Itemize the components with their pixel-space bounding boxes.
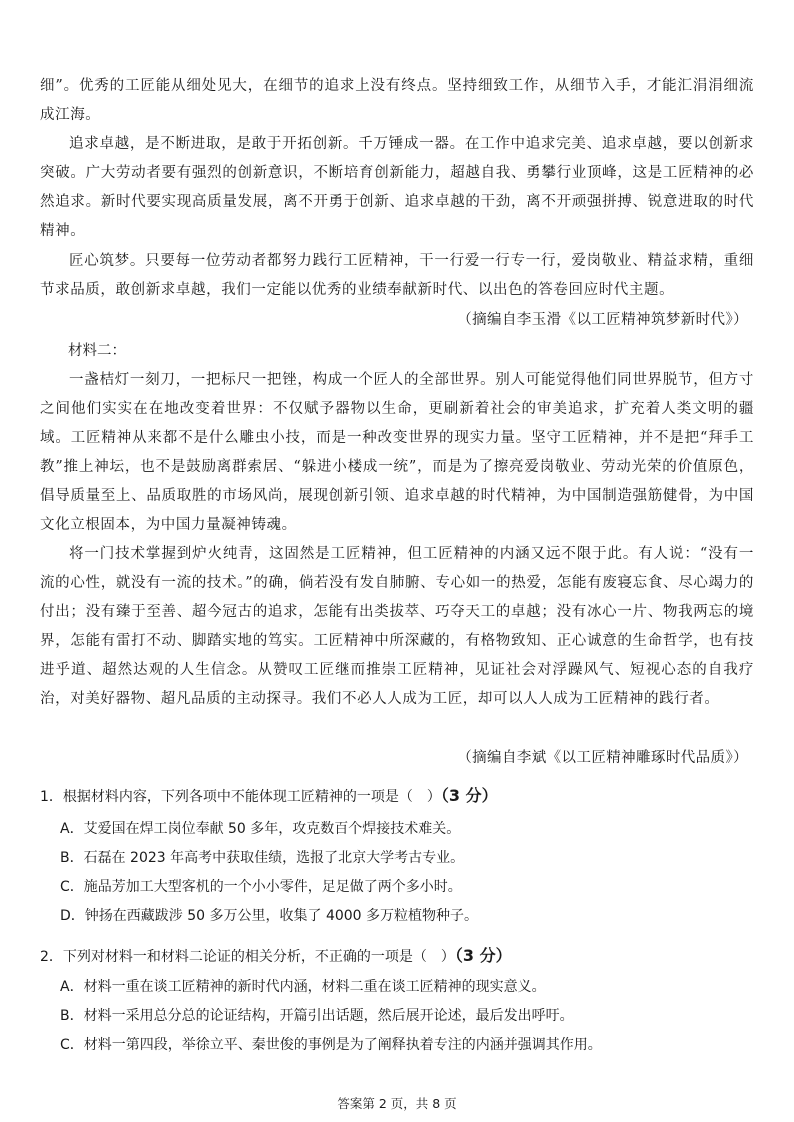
question-2-score: （3 分） (454, 946, 512, 965)
question-2-option-b[interactable]: B．材料一采用总分总的论证结构，开篇引出话题，然后展开论述，最后发出呼吁。 (60, 1008, 574, 1024)
material2-source: （摘编自李斌《以工匠精神雕琢时代品质》） (457, 750, 748, 766)
question-2 (40, 941, 754, 972)
material2-label: 材料二： (68, 343, 126, 359)
question-1-stem: 1．根据材料内容，下列各项中不能体现工匠精神的一项是（ ） (40, 789, 441, 805)
question-1-score: （3 分） (440, 786, 498, 805)
material1-paragraph-continued: 细”。优秀的工匠能从细处见大，在细节的追求上没有终点。坚持细致工作，从细节入手，才能汇涓涓细流成江海。 (40, 78, 754, 123)
material2-paragraph-2: 将一门技术掌握到炉火纯青，这固然是工匠精神，但工匠精神的内涵又远不限于此。有人说：“没有一流的心性，就没有一流的技术。”的确，倘若没有发自肺腑、专心如一的热爱，怎能有废寝忘食、尽心竭力的付出；没有臻于至善、超今冠古的追求，怎能有出类拔萃、巧夺天工的卓越；没有冰心一片、物我两忘的境界，怎能有雷打不动、脚踏实地的笃实。工匠精神中所深藏的，有格物致知、正心诚意的生命哲学，也有技进乎道、超然达观的人生信念。从赞叹工匠继而推崇工匠精神，见证社会对浮躁风气、短视心态的自我疗治，对美好器物、超凡品质的主动探寻。我们不必人人成为工匠，却可以人人成为工匠精神的践行者。 (40, 546, 754, 707)
question-1 (40, 781, 754, 812)
question-1-option-a[interactable]: A．艾爱国在焊工岗位奉献 50 多年，攻克数百个焊接技术难关。 (60, 821, 461, 837)
question-1-option-c[interactable]: C．施品芳加工大型客机的一个小小零件，足足做了两个多小时。 (60, 879, 462, 895)
page-footer: 答案第 2 页，共 8 页 (337, 1096, 457, 1111)
material2-paragraph-1: 一盏桔灯一刻刀，一把标尺一把锉，构成一个匠人的全部世界。别人可能觉得他们同世界脱节，但方寸之间他们实实在在地改变着世界：不仅赋予器物以生命，更刷新着社会的审美追求，扩充着人类文明的疆域。工匠精神从来都不是什么雕虫小技，而是一种改变世界的现实力量。坚守工匠精神，并不是把“拜手工教”推上神坛，也不是鼓励离群索居、“躲进小楼成一统”，而是为了擦亮爱岗敬业、劳动光荣的价值原色，倡导质量至上、品质取胜的市场风尚，展现创新引领、追求卓越的时代精神，为中国制造强筋健骨，为中国文化立根固本，为中国力量凝神铸魂。 (40, 372, 754, 533)
question-1-option-d[interactable]: D．钟扬在西藏跋涉 50 多万公里，收集了 4000 多万粒植物种子。 (60, 908, 479, 924)
material1-paragraph-dream: 匠心筑梦。只要每一位劳动者都努力践行工匠精神，干一行爱一行专一行，爱岗敬业、精益求精，重细节求品质，敢创新求卓越，我们一定能以优秀的业绩奉献新时代、以出色的答卷回应时代主题。 (40, 253, 754, 298)
material1-source: （摘编自李玉滑《以工匠精神筑梦新时代》） (457, 312, 748, 328)
question-2-stem: 2．下列对材料一和材料二论证的相关分析，不正确的一项是（ ） (40, 949, 455, 965)
material1-paragraph-excellence: 追求卓越，是不断进取，是敢于开拓创新。千万锤成一器。在工作中追求完美、追求卓越，要以创新求突破。广大劳动者要有强烈的创新意识，不断培育创新能力，超越自我、勇攀行业顶峰，这是工匠精神的必然追求。新时代要实现高质量发展，离不开勇于创新、追求卓越的干劲，离不开顽强拼搏、锐意进取的时代精神。 (40, 136, 754, 239)
question-2-option-a[interactable]: A．材料一重在谈工匠精神的新时代内涵，材料二重在谈工匠精神的现实意义。 (60, 979, 546, 995)
question-1-option-b[interactable]: B．石磊在 2023 年高考中获取佳绩，选报了北京大学考古专业。 (60, 850, 465, 866)
question-2-option-c[interactable]: C．材料一第四段，举徐立平、秦世俊的事例是为了阐释执着专注的内涵并强调其作用。 (60, 1037, 602, 1053)
